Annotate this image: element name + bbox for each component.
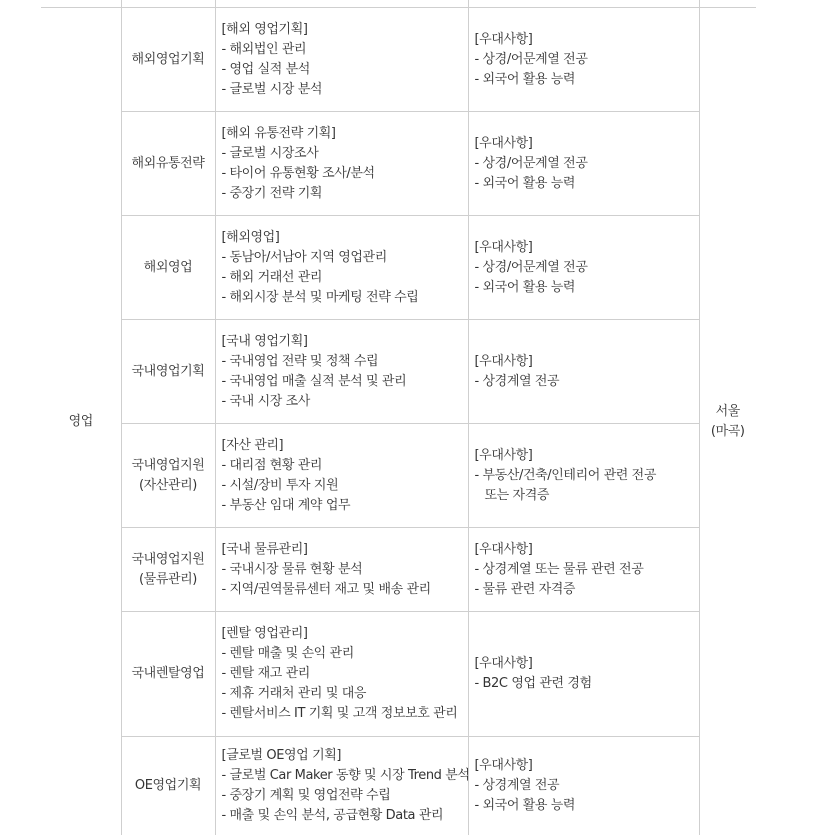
job-title: (자산관리) (139, 477, 197, 493)
duty-line: - 동남아/서남아 지역 영업관리 (221, 249, 387, 265)
preference-line: [우대사항] (474, 758, 533, 773)
duty-line: - 렌탈 매출 및 손익 관리 (221, 646, 354, 661)
job-title-cell (121, 8, 215, 112)
preference-line: - 부동산/건축/인테리어 관련 전공 (474, 467, 657, 483)
duty-line: - 렌탈 재고 관리 (221, 666, 310, 681)
duty-line: [국내 물류관리] (221, 541, 308, 557)
preference-line: - B2C 영업 관련 경험 (474, 676, 592, 691)
job-table (41, 0, 756, 835)
preferences-cell (468, 320, 699, 424)
duty-line: - 해외법인 관리 (221, 41, 307, 57)
duty-line: - 매출 및 손익 분석, 공급현황 Data 관리 (221, 808, 444, 823)
duties-cell (215, 528, 468, 612)
table-row (41, 8, 756, 112)
duty-line: - 글로벌 시장조사 (221, 145, 319, 161)
duty-line: [자산 관리] (221, 437, 284, 453)
table-row (41, 612, 756, 737)
preference-line: - 상경계열 전공 (474, 373, 560, 389)
preference-line: - 외국어 활용 능력 (474, 175, 576, 191)
duty-line: [해외영업] (221, 229, 280, 245)
duty-line: - 제휴 거래처 관리 및 대응 (221, 686, 367, 701)
duty-line: - 시설/장비 투자 지원 (221, 477, 339, 493)
preferences-cell (468, 737, 699, 835)
preference-line: - 외국어 활용 능력 (474, 71, 576, 87)
job-title-cell (121, 737, 215, 835)
duties-cell (215, 8, 468, 112)
preference-line: - 상경/어문계열 전공 (474, 51, 588, 67)
preference-line: - 상경/어문계열 전공 (474, 259, 588, 275)
preferences-cell (468, 528, 699, 612)
duty-line: - 글로벌 시장 분석 (221, 81, 323, 97)
preference-line: - 상경계열 또는 물류 관련 전공 (474, 561, 644, 577)
duty-line: - 대리점 현황 관리 (221, 457, 323, 473)
duty-line: - 국내영업 전략 및 정책 수립 (221, 353, 379, 369)
preference-line: - 물류 관련 자격증 (474, 581, 576, 597)
duty-line: [해외 유통전략 기획] (221, 125, 336, 141)
job-title: 국내영업지원 (131, 457, 205, 473)
preference-line: 또는 자격증 (484, 487, 550, 503)
table-row (41, 320, 756, 424)
duty-line: - 렌탈서비스 IT 기획 및 고객 정보보호 관리 (221, 706, 458, 721)
category-label: 영업 (68, 413, 93, 429)
duty-line: [글로벌 OE영업 기획] (221, 748, 342, 763)
location-cell (699, 8, 756, 835)
duties-cell (215, 216, 468, 320)
preferences-cell (468, 8, 699, 112)
job-title: OE영업기획 (134, 778, 202, 793)
duty-line: - 국내영업 매출 실적 분석 및 관리 (221, 373, 407, 389)
job-title-cell (121, 528, 215, 612)
job-title: 국내렌탈영업 (131, 666, 205, 681)
job-title: 해외유통전략 (131, 155, 205, 171)
duty-line: - 중장기 전략 기획 (221, 185, 323, 201)
category-cell (41, 8, 121, 835)
preferences-cell (468, 216, 699, 320)
job-title: 해외영업기획 (131, 51, 205, 67)
duties-cell (215, 737, 468, 835)
duties-cell (215, 112, 468, 216)
preferences-cell (468, 424, 699, 528)
duty-line: - 해외시장 분석 및 마케팅 전략 수립 (221, 289, 419, 305)
duty-line: - 부동산 임대 계약 업무 (221, 497, 351, 513)
preferences-cell (468, 112, 699, 216)
job-title: 국내영업기획 (131, 363, 205, 379)
table-row (41, 424, 756, 528)
job-title-cell (121, 112, 215, 216)
duty-line: - 국내시장 물류 현황 분석 (221, 561, 363, 577)
preference-line: - 상경계열 전공 (474, 778, 560, 793)
job-title: 국내영업지원 (131, 551, 205, 567)
duty-line: [렌탈 영업관리] (221, 626, 308, 641)
job-title-cell (121, 612, 215, 737)
preference-line: [우대사항] (474, 447, 533, 463)
preference-line: [우대사항] (474, 135, 533, 151)
job-title-cell (121, 216, 215, 320)
duty-line: [국내 영업기획] (221, 333, 308, 349)
preferences-cell (468, 612, 699, 737)
preference-line: [우대사항] (474, 353, 533, 369)
preference-line: [우대사항] (474, 656, 533, 671)
duty-line: - 글로벌 Car Maker 동향 및 시장 Trend 분석 (221, 768, 470, 783)
duty-line: - 지역/권역물류센터 재고 및 배송 관리 (221, 581, 431, 597)
preference-line: - 외국어 활용 능력 (474, 279, 576, 295)
job-table-body (41, 0, 756, 835)
duties-cell (215, 612, 468, 737)
table-row (41, 216, 756, 320)
preference-line: [우대사항] (474, 31, 533, 47)
preference-line: [우대사항] (474, 239, 533, 255)
preference-line: - 상경/어문계열 전공 (474, 155, 588, 171)
table-row (41, 112, 756, 216)
table-row (41, 737, 756, 835)
location-label: (마곡) (710, 423, 745, 439)
duty-line: - 중장기 계획 및 영업전략 수립 (221, 788, 391, 803)
preference-line: - 외국어 활용 능력 (474, 798, 576, 813)
duties-cell (215, 320, 468, 424)
job-title: (물류관리) (139, 571, 197, 587)
duty-line: - 해외 거래선 관리 (221, 269, 323, 285)
table-row (41, 528, 756, 612)
duties-cell (215, 424, 468, 528)
duty-line: - 영업 실적 분석 (221, 61, 310, 77)
job-title: 해외영업 (143, 259, 193, 275)
preference-line: [우대사항] (474, 541, 533, 557)
duty-line: - 국내 시장 조사 (221, 393, 310, 409)
duty-line: - 타이어 유통현황 조사/분석 (221, 165, 375, 181)
table-top-row (41, 0, 756, 8)
job-title-cell (121, 424, 215, 528)
location-label: 서울 (715, 403, 740, 419)
job-title-cell (121, 320, 215, 424)
duty-line: [해외 영업기획] (221, 21, 308, 37)
